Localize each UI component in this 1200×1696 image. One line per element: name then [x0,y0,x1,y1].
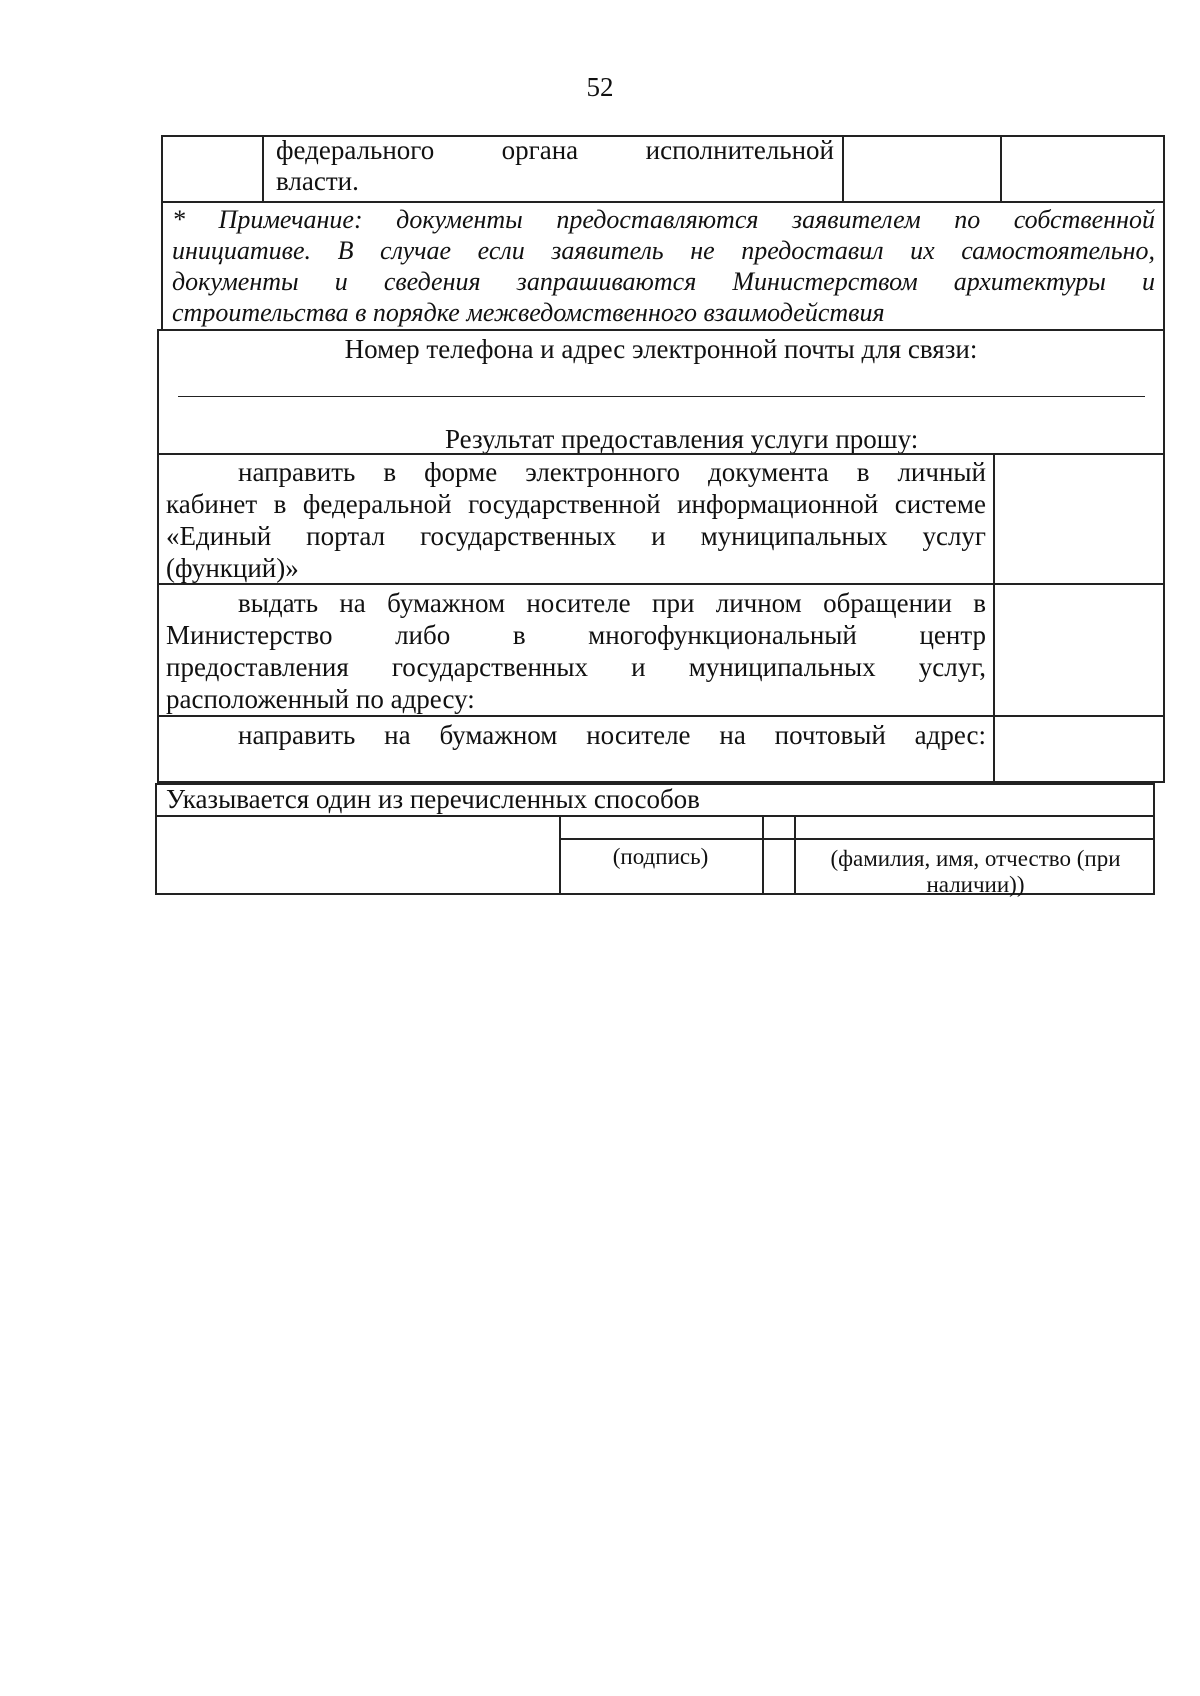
option-2-line2: Министерство либо в многофункциональный центр [166,620,986,650]
option-2-checkbox[interactable] [995,585,1163,715]
note-line4: строительства в порядке межведомственного взаимодействия [172,298,885,327]
contact-label: Номер телефона и адрес электронной почты для связи: [344,334,978,364]
option-1-line2: кабинет в федеральной государственной информационной системе [166,489,986,519]
option-1-checkbox[interactable] [995,455,1163,583]
option-1-line1: направить в форме электронного документа в личный [238,457,986,487]
page-number: 52 [586,72,614,102]
note-line2: инициативе. В случае если заявитель не предоставил их самостоятельно, [172,236,1155,265]
option-1-line4: (функций)» [166,553,299,583]
top-row-text-line1: федерального органа исполнительной [276,135,834,165]
option-3-line1: направить на бумажном носителе на почтовый адрес: [238,720,986,750]
contact-input-line [178,396,1145,397]
top-row-text-line2: власти. [276,166,359,196]
option-3-checkbox[interactable] [995,717,1163,781]
top-row-divider-1 [262,135,264,203]
instruction-text: Указывается один из перечисленных способов [166,784,700,814]
top-row-divider-3 [1000,135,1002,203]
full-name-field[interactable] [796,817,1153,838]
signature-caption: (подпись) [612,844,709,869]
signature-divider-2 [762,815,764,895]
option-2-line1: выдать на бумажном носителе при личном обращении в [238,588,986,618]
note-line1: * Примечание: документы предоставляются заявителем по собственной [172,205,1155,234]
top-row-divider-2 [842,135,844,203]
full-name-caption-line1: (фамилия, имя, отчество (при [830,846,1121,871]
result-label: Результат предоставления услуги прошу: [445,424,919,454]
signature-line [559,838,1155,840]
option-1-line3: «Единый портал государственных и муниципальных услуг [166,521,986,551]
option-2-line3: предоставления государственных и муниципальных услуг, [166,652,986,682]
full-name-caption-line2: наличии)) [926,872,1025,897]
option-2-line4: расположенный по адресу: [166,684,475,714]
note-line3: документы и сведения запрашиваются Министерством архитектуры и [172,267,1155,296]
signature-field[interactable] [561,817,761,838]
